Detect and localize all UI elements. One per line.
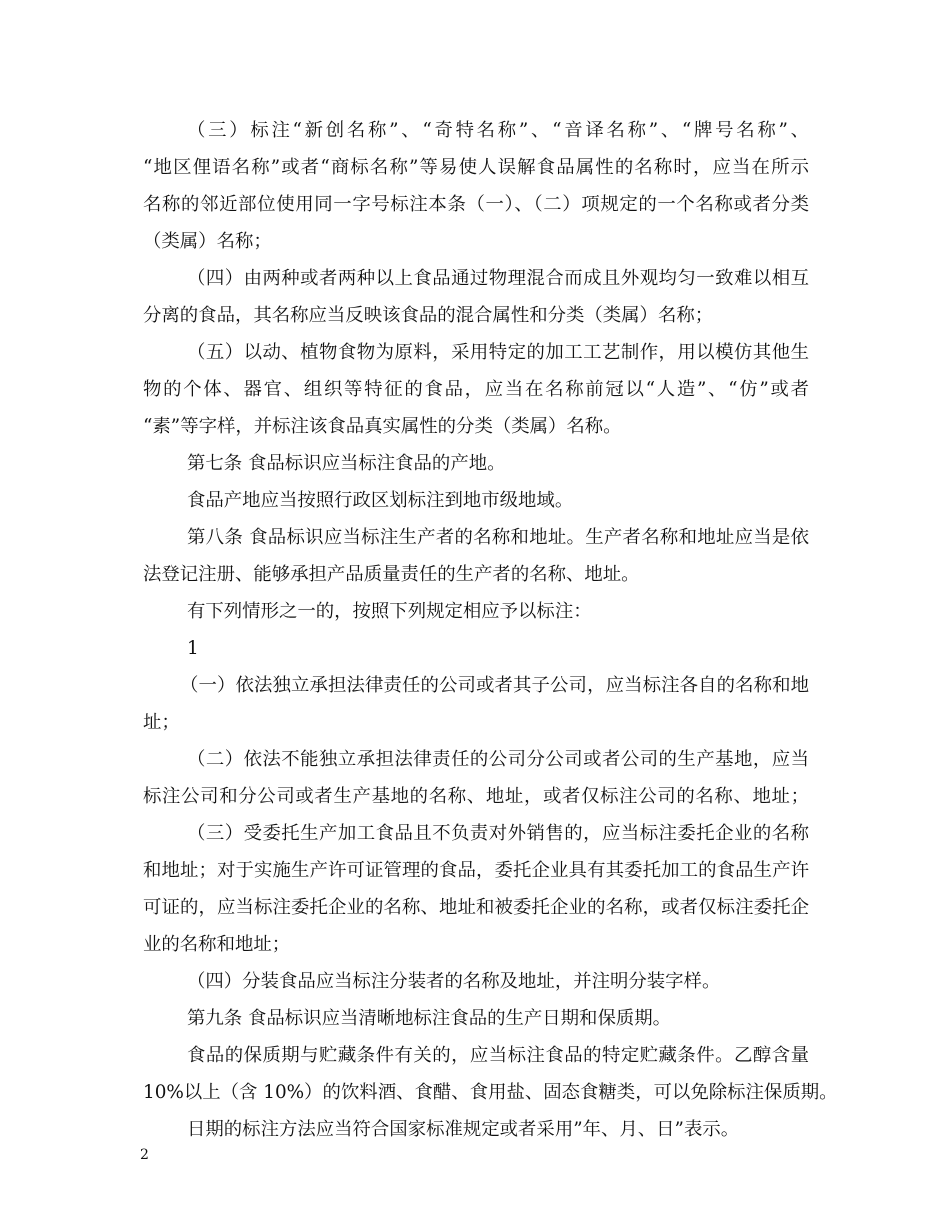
text-line: 业的名称和地址； [143,934,291,955]
text-line: （三）标注“新创名称”、“奇特名称”、“音译名称”、“牌号名称”、 [187,120,809,141]
text-line: “地区俚语名称”或者“商标名称”等易使人误解食品属性的名称时，应当在所示 [143,157,809,178]
text-line: 食品产地应当按照行政区划标注到地市级地域。 [187,490,574,511]
article-heading: 第七条 食品标识应当标注食品的产地。 [187,453,506,474]
text-line: 物的个体、器官、组织等特征的食品，应当在名称前冠以“人造”、“仿”或者 [143,379,809,400]
text-line: 名称的邻近部位使用同一字号标注本条（一）、（二）项规定的一个名称或者分类 [143,194,809,215]
article-heading: 第八条 食品标识应当标注生产者的名称和地址。生产者名称和地址应当是依 [187,527,809,548]
text-line: “素”等字样，并标注该食品真实属性的分类（类属）名称。 [143,416,622,437]
text-line: 有下列情形之一的，按照下列规定相应予以标注： [187,601,592,622]
text-line: 标注公司和分公司或者生产基地的名称、地址，或者仅标注公司的名称、地址； [143,786,809,807]
text-line: 10%以上（含 10%）的饮料酒、食醋、食用盐、固态食糖类，可以免除标注保质期。 [143,1082,838,1103]
page-number: 2 [140,1147,149,1163]
text-line: 和地址；对于实施生产许可证管理的食品，委托企业具有其委托加工的食品生产许 [143,860,809,881]
text-line: （一）依法独立承担法律责任的公司或者其子公司，应当标注各自的名称和地 [180,675,809,696]
text-line: 分离的食品，其名称应当反映该食品的混合属性和分类（类属）名称； [143,305,714,326]
article-heading: 第九条 食品标识应当清晰地标注食品的生产日期和保质期。 [187,1008,672,1029]
text-line: （类属）名称； [143,231,272,252]
text-line: （五）以动、植物食物为原料，采用特定的加工工艺制作，用以模仿其他生 [187,342,809,363]
text-line: （四）由两种或者两种以上食品通过物理混合而成且外观均匀一致难以相互 [187,268,809,289]
text-line: 日期的标注方法应当符合国家标准规定或者采用”年、月、日”表示。 [187,1119,740,1140]
text-line: （二）依法不能独立承担法律责任的公司分公司或者公司的生产基地，应当 [187,749,809,770]
text-line: 址； [143,712,180,733]
inline-number: 1 [187,638,199,659]
text-line: （三）受委托生产加工食品且不负责对外销售的，应当标注委托企业的名称 [187,823,809,844]
text-line: 可证的，应当标注委托企业的名称、地址和被委托企业的名称，或者仅标注委托企 [143,897,809,918]
text-line: （四）分装食品应当标注分装者的名称及地址，并注明分装字样。 [187,971,721,992]
text-line: 法登记注册、能够承担产品质量责任的生产者的名称、地址。 [143,564,640,585]
text-line: 食品的保质期与贮藏条件有关的，应当标注食品的特定贮藏条件。乙醇含量 [187,1045,809,1066]
